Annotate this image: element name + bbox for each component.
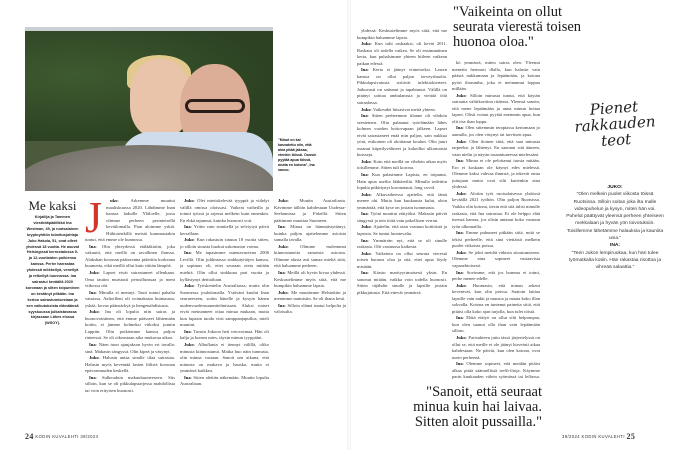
paragraph-text: : Olimme molemmat kiinnostuneita samoista asioista. Olimme alusta asti samaa mieltä siitä, että haluamme perheen. — [274, 243, 346, 269]
issue: 39/2024 — [80, 434, 99, 439]
speaker-name: Juko — [456, 249, 466, 255]
paragraph-text: : Aloitin työt ruotsalaisessa yhtiössä keväällä 2021 työhön. Olin paljon Ruotsissa. Vaikka olin kotona, tiesin että sitä tulisi minulle raskasta, että Ina sairastaa. Ei ole helppo elää itsensä kanssa, jos olisin antanut koko vastuun työn ulkomailla. — [452, 190, 540, 229]
paragraph — [357, 67, 447, 106]
speaker-name: Juko — [278, 243, 288, 249]
body-column-1 — [85, 198, 175, 422]
speaker-name: Juko — [456, 282, 466, 288]
paragraph — [452, 191, 540, 230]
speaker-name: Juko — [456, 334, 466, 340]
issue: 39/2024 — [562, 434, 580, 439]
speaker-name: Juko — [278, 289, 288, 295]
paragraph-text: : Kärsin marttyyrimaisesti yksin. En sanonut mitään, vaikka voin todella huonosti. Sitten räjähdin sinulle ja lapsille jostain pikkujutusta. Että ettevät ymmärrä. — [357, 270, 447, 295]
paragraph — [452, 250, 540, 270]
paragraph-text: : Yritin vain sinnitellä ja selviytyä päivä kerrallaan. — [180, 224, 269, 236]
speaker-name: Ina — [184, 374, 191, 380]
paragraph — [357, 251, 447, 271]
speaker-name: Ina — [184, 328, 191, 334]
sidebar-ina-label: INA: — [609, 243, 621, 249]
speaker-name: Ina — [456, 315, 463, 321]
pull-quote-top: "Vaikeinta on ollut seurata vierestä toisen huonoa oloa." — [453, 4, 582, 50]
paragraph-text: : Minulla ei mennyt. Tauti tuntui pahalta vatsassa. Aaltoilleni oli voimakasta huimausta, yskää, kovaa päänsärkyä ja hengenahdistusta. — [85, 289, 175, 308]
paragraph-text: : Huomasin, että minun arkeni kevenivät, kun olin poissa. Saatoin laittaa lapsille vain nakit ja muusia ja maata koko illan sohvalla. Kotona en tuntenut painetta siitä, että pitäisi olla koko ajan tarjolla, kun tulet töistä. — [452, 282, 540, 314]
paragraph-text: : Olin yhteydessä etälääkäriin, joka vakuutti, että meillä on tavallinen flunssa. Alukshan koronan päätorenna pidettiin korkeana kuumetta, eikä meillä ollut kuin väitän lämpöä. — [85, 243, 175, 269]
speaker-name: Juko — [361, 41, 371, 47]
paragraph — [452, 158, 540, 191]
sidebar — [566, 184, 664, 272]
paragraph-text: : Sitten perheemme tilanne oli vihdoin seesteinen. Olin palannut työelämään lähes kolmen vuoden hoitovapaan jälkeen. Lapset eivät sairastaneet enää niin paljon, sain nukkua yöni, esikoinen oli aloittanut koulun. Olin juuri ostanut kiipeilyvälineet ja kokeillut ulkomaisia kursseja. — [357, 113, 447, 158]
speaker-name: Juko — [278, 198, 288, 203]
paragraph — [452, 125, 540, 138]
speaker-name: Ina — [456, 269, 463, 275]
paragraph-text: : Ajattelin, että otan vastuun kotitöistä ja lapsista. Se tuntui luontevalta. — [357, 224, 447, 236]
speaker-name: Ina — [456, 361, 463, 367]
paragraph — [452, 335, 540, 361]
paragraph — [452, 60, 540, 93]
paragraph-text: : Koin että meillä on vihdoin aikaa myös toisillemme. Sitten tuli korona. — [357, 158, 447, 171]
paragraph — [85, 342, 175, 355]
speaker-name: Juko — [456, 138, 466, 144]
paragraph-text: : Kun rakastuin sinuun 18 vuotta sitten, jo silloin sinusta huokui uskomaton voima. — [180, 237, 269, 249]
speaker-name: Ina — [89, 289, 96, 295]
paragraph-text: : Tunsin Jukoon heti vetovoimaa. Hän oli kalju ja komea mies, täysin minun tyyppiäni. — [180, 328, 269, 341]
magazine-name: KODIN KUVALEHTI — [35, 434, 79, 439]
magazine-name: KODIN KUVALEHTI — [581, 434, 625, 439]
paragraph — [274, 198, 346, 224]
speaker-name: Juko — [184, 237, 194, 243]
paragraph-text: : Albuflanta ei tiennyt välillä, oliko minusta kiinnostunut. Matka huo näin tunnusta, olin minua vastaan. Sanoit sen aikana, että minusta on mukava ja hauska, mutta et ymmärrä kaikkea. — [180, 342, 269, 374]
paragraph — [180, 283, 269, 329]
speaker-name: Juko — [89, 309, 99, 315]
speaker-name: Ina — [361, 113, 368, 119]
paragraph — [357, 270, 447, 296]
paragraph — [274, 303, 346, 316]
body-column-4 — [357, 28, 447, 428]
speaker-name: Ina — [89, 243, 96, 249]
speaker-name: Ina — [184, 250, 191, 256]
paragraph-text: : Arkemme muuttui maaliskuussa 2020. Lähdimme Inan kanssa laduille Yläloelle, jossa olimme perheen perinteisellä kevätlomalla. Pian aloimme yskiä. Hiihtoienkillä meistä kummastakin tuntui, että emme ole kunnossa. — [85, 198, 175, 243]
paragraph-text: : Olen iloinen siitä, että saat minusta tarpeeksi ja lähtenyt. En sanonut sitä ääneen, vaan nielin ja näytin tasaantuneessa mielessäni. — [452, 138, 540, 157]
speaker-name: uko — [110, 198, 118, 203]
paragraph — [180, 329, 269, 342]
paragraph — [274, 290, 346, 303]
paragraph-text: : Minua on hämmästyttänyt, kuinka paljon ajattelemme asioista samalla tavalla. — [274, 224, 346, 243]
paragraph — [180, 342, 269, 375]
speaker-name: Ina — [184, 224, 191, 230]
speaker-name: Ina — [361, 237, 368, 243]
paragraph — [274, 224, 346, 244]
paragraph-text: : Meillä oli hyvin kivaa yhdessä. Keskustelimme myös siitä, että me kumpikin haluamme lapsia. — [274, 270, 346, 289]
speaker-name: Ina — [456, 158, 463, 164]
paragraph-text: : Ehkä etätyö on ollut silti helpompaa, kun olen saanut olla ihan vain lepäämään silloin. — [452, 315, 540, 334]
paragraph — [452, 270, 540, 283]
paragraph-text: : Halusin antaa sinulle tilaa sairastaa. Halusin myös keventää lasten fiilistä koronan epävarmuuden keskellä. — [85, 355, 175, 374]
speaker-name: Ina — [456, 125, 463, 131]
paragraph — [180, 250, 269, 283]
paragraph — [357, 172, 447, 192]
speaker-name: Ina — [361, 270, 368, 276]
paragraph-text: : Olemme sopineet, että meidän pitäisi alkaa pitää säännöllisiä treffi-iltoja. Käymme parin kuukauden välein syömässä tai leffassa. — [452, 361, 540, 380]
paragraph — [180, 224, 269, 237]
paragraph — [452, 230, 540, 250]
paragraph-text: : Sovimme, että jos homma ei toimi, perhe menee edelle. — [452, 269, 540, 282]
paragraph — [357, 159, 447, 172]
speaker-name: Juko — [184, 283, 194, 289]
paragraph — [357, 113, 447, 159]
paragraph-text: : Silloin elämä tuntui helpolta ja valoisalta. — [274, 302, 346, 315]
paragraph — [85, 244, 175, 270]
paragraph — [274, 270, 346, 290]
paragraph-text: : Työskentelin Australiassa, mutta olin Suomessa joululomalla. Ystäväni kuului Inan seurueeseen, soitin hänelle ja kysyin hänen uudenvuodensuunnitelmistaan. Aluksi naiset eivät meinanneet ottaa minua mukaan, mutta kun lupasin tuoda viisi samppanjapulloa, mieli muuttui. — [180, 283, 269, 328]
paragraph-text: : Se johti meidät väkisin sitoutumiseen. Olemme aina sopineet vastaavista vapaaehtoisesti. — [452, 249, 540, 268]
speaker-name: Juko — [456, 92, 466, 98]
paragraph-text: : Me tapasimme uutenavuotena 2006 Levillä. Olin juhlimassa sinkkutyttöjen kanssa, ja sopimus oli, ettei seuraan oteta mitään miehiä. Olin ollut sinkkuna pari vuotta ja kyllästynyt deittailuun. — [180, 250, 269, 282]
speaker-name: Ina — [361, 67, 368, 73]
paragraph — [85, 309, 175, 342]
paragraph — [357, 224, 447, 237]
paragraph-text: : Emme puhuneet pitkään siitä, mitä se tekisi perheelle, että sinä viettäisit melkein puolet viikoista poissa. — [452, 230, 540, 249]
sidebar-ina-text: "Teen Jukon lempiruokaa, kun hän tulee työmatkalta kotiin. Hän rakastaa risottoa ja vihreää salaattia." — [568, 250, 662, 271]
paragraph-text: kö ymmärrä, miten sairas olen. Yleensä menetin hermoni illalla, kun halusin vain päästä nukkumaan ja lepäämään, ja kotona pyöri iltarumba, joka ei meinannut loppua millään. — [452, 60, 540, 92]
footer-left — [25, 432, 98, 441]
speaker-name: Juko — [361, 158, 371, 164]
paragraph-text: : Lapset eivät sairastuneet ollenkaan. Oma tautini muistutti perusflunssaa ja meni viikossa ohi. — [85, 270, 175, 289]
speaker-name: Ina — [361, 172, 368, 178]
paragraph — [85, 355, 175, 375]
article-lead: Kirjailija ja Tammen viestintäpäällikkö Ina Westman, 49, ja ruotsalaisen kryptoyhtiön toimitusjohtaja Juko Hakola, 51, ovat olleet yhdessä 18 vuotta. He asuvat Helsingissä kerrostalossa 9- ja 12-vuotiaiden poikiensa kanssa. Perhe harrastaa yhdessä mökkeilyä, veneilyä ja retkeilyä luonnossa. Ina sairastui keväällä 2020 koronaan ja siiten toipuminen on kestänyt pitkään. Ina kertoo sairastumisestaan ja sen vaikutuksista elämäänsä syyskuussa julkaistavassa kirjassaan Lähes elossa (WSOY). — [25, 215, 80, 326]
paragraph-text: : Kun palasimme Lapista, en toipunut. Hain apua useilta lääkäreiltä. Minulla todettiin lopulta pitkittynyt koronatauti, long covid. — [357, 172, 447, 191]
paragraph-text: : Näen tuon ajanjakson hyvin eri tavalla: sinä. Makasin sängyssä. Olin kipeä ja väsynyt. — [85, 342, 175, 354]
paragraph — [452, 93, 540, 126]
paragraph-text: : Kun tulit raskaaksi, oli kevät 2011. Raskaus oli todella vaikea. Se oli ensimmäinen kerta, kun puhalsimme yhteen hiileen vaikean paikan edessä. — [357, 41, 447, 66]
speaker-name: Ina — [278, 302, 285, 308]
page-number: 25 — [626, 432, 636, 441]
paragraph-text: : Ina oli lopulta niin sairas ja huonovointinen, että emme päässeet lähtemään kotiin, ei jämme kolmeksi viikoksi jumiin Lappiin. Olin poikiemme kanssa paljon rinteessä. Se oli oikeastaan aika mukavaa aikaa. — [85, 309, 175, 341]
paragraph — [452, 315, 540, 335]
paragraph-text: : Sitten alettiin näkemään. Muutin lopulta Australiaan. — [180, 374, 269, 387]
paragraph-text: : Vaikeinta on ollut seurata vierestä toisen huonoa oloa ja sitä, ettei apua löydy mistään. — [357, 250, 447, 269]
speaker-name: Ina — [89, 342, 96, 348]
paragraph-text: : Olet mietiskelevää tyyppiä ja viihdyt välillä omissa oloissasi. Vaikeat vaiheilla ja toimit työssä ja arjessa melkein kuin ennenkin. En ehkä tajunnut, kuinka huonosti voit. — [180, 198, 269, 223]
speaker-name: Ina — [278, 224, 285, 230]
paragraph-text: : Alkuvaiheessa ajattelin, että tämä menee ohi. Mutta kun kuukausia kului, aloin ymmärtää, että kyse on jostain isommasta. — [357, 191, 447, 210]
couple-photo — [25, 27, 273, 191]
paragraph — [357, 238, 447, 251]
paragraph-text: : Minua ei ole pelottanut tuosta mitään. Ero ei koskaan ole käynyt edes mielessä. Olemme kaksi vahvaa ihmistä, ja tekevät omia juttujaan mutta ovat silti kuitenkin aina yhdessä. — [452, 158, 540, 190]
speaker-name: Ina — [456, 230, 463, 236]
paragraph-text: : Muutin Australiasta. Kävimme tällöin kahdestaan Uudessa-Seelannissa ja Fidzillä. Sitten päätimme muuttaa Suomeen. — [274, 198, 346, 223]
paragraph — [85, 375, 175, 395]
body-column-3 — [274, 198, 346, 398]
speaker-name: Juko — [361, 106, 371, 112]
paragraph-text: : Vaikeudet hitsasivat meitä yhteen. — [370, 106, 436, 112]
drop-cap: J — [85, 198, 103, 242]
speaker-name: Juko — [184, 342, 194, 348]
speaker-name: Juko — [456, 190, 466, 196]
sidebar-juko-label: JUKO: — [607, 185, 623, 190]
paragraph — [180, 375, 269, 388]
paragraph-text: : Olen sittemmin terapiassa kertomaan jo aamulla, jos olen väsynyt tai tarvitsen apua. — [452, 125, 540, 138]
paragraph — [180, 198, 269, 224]
paragraph-text: yhdessä. Keskustelimme myös siitä, että me kumpikin haluamme lapsia. — [357, 28, 447, 40]
pull-quote-bottom: "Sanoit, että seuraat minua kuin hai laivaa. Sitten aloit pussailla." — [413, 384, 542, 430]
article-title: Me kaksi — [28, 198, 77, 213]
paragraph-text: : Ymmärrän nyt, että se oli sinulle raskasta. Olit vastuussa kaikesta. — [357, 237, 447, 250]
speaker-name: Juko — [361, 224, 371, 230]
paragraph-text: : Silloin minusta tuntui, että käytän sairautta valttikorttina riidassa. Yleensä sanoin, että mene lepäämään ja anna minun hoitaa lapset. Olisit voinut pyytää enemmin apua, kun olit itse ihan loppu. — [452, 92, 540, 124]
speaker-name: Ina — [89, 374, 96, 380]
body-column-5 — [452, 60, 540, 380]
photo-caption: "Minut on kai kasvatettu niin, että aina pitää jaksaa, etenkin töissä. Ooosin pyytää apua töissä, mutta en kotona", Ina sanoo. — [278, 138, 317, 172]
paragraph — [274, 244, 346, 270]
speaker-name: Juko — [361, 250, 371, 256]
footer-right — [562, 432, 635, 441]
speaker-name: Ina — [361, 211, 368, 217]
speaker-name: Ina — [278, 270, 285, 276]
body-column-2 — [180, 198, 269, 428]
page-gutter — [347, 0, 351, 450]
paragraph — [357, 41, 447, 67]
paragraph-text: : Sulkeuduin makuuhuoneeseen. Siis silloin, kun se oli pikkulapsiarjessa mahdollista tai voin erityisen huonosti. — [85, 374, 175, 393]
paragraph — [357, 211, 447, 224]
paragraph — [357, 192, 447, 212]
page-number: 24 — [25, 432, 34, 441]
paragraph — [357, 28, 447, 41]
paragraph — [452, 139, 540, 159]
paragraph — [180, 237, 269, 250]
paragraph-text: : Kerta ei jäänyt viimeiseksi. Lasten kanssa on ollut paljon terveyshuolia. Pikkulapsivaiosia stritivät infektiokierteet. Jatkuvasti on sattunut ja tapahtunut. Välillä on pitänyt soittaa ambulanssia ja viettää öitä sairaalassa. — [357, 67, 447, 106]
paragraph-text: : Parisuhteen juttu tässä järjestelyssä on ollut se, että meille ei ole jäänyt hirveästi aikaa kahdestaan. Ne päivät, kun olen kotona, ovat usein perheenä. — [452, 334, 540, 360]
speaker-name: Juko — [184, 198, 194, 203]
paragraph — [452, 361, 540, 380]
paragraph-text: : Työni muuttui etätyöksi. Makasin päiviä sängyssä ja tein töitä vain pakollisen verran. — [357, 211, 447, 223]
sidebar-title: Pienet rakkauden teot — [573, 97, 657, 150]
speaker-name: Juko — [89, 270, 99, 276]
speaker-name: Juko — [89, 355, 99, 361]
paragraph — [452, 283, 540, 316]
sidebar-juko-text: "Olen melkein puolet viikosta töissä Ruotsissa. Silloin soitan joka ilta Inalle videopuhelun ja kysyn, miten hän voi. Puhelut päättyvät yleensä perheen yhteiseen mekkalaan ja hyvän yön toivotuksiin. Toisillemme lähetämme halauksia ja kauniita unia." — [566, 192, 664, 242]
paragraph — [85, 290, 175, 310]
speaker-name: Juko — [361, 191, 371, 197]
paragraph — [85, 270, 175, 290]
paragraph-text: : Me muutimme Helsinkiin ja menimme naimisiin. Se oli ihana kesä. — [274, 289, 346, 302]
